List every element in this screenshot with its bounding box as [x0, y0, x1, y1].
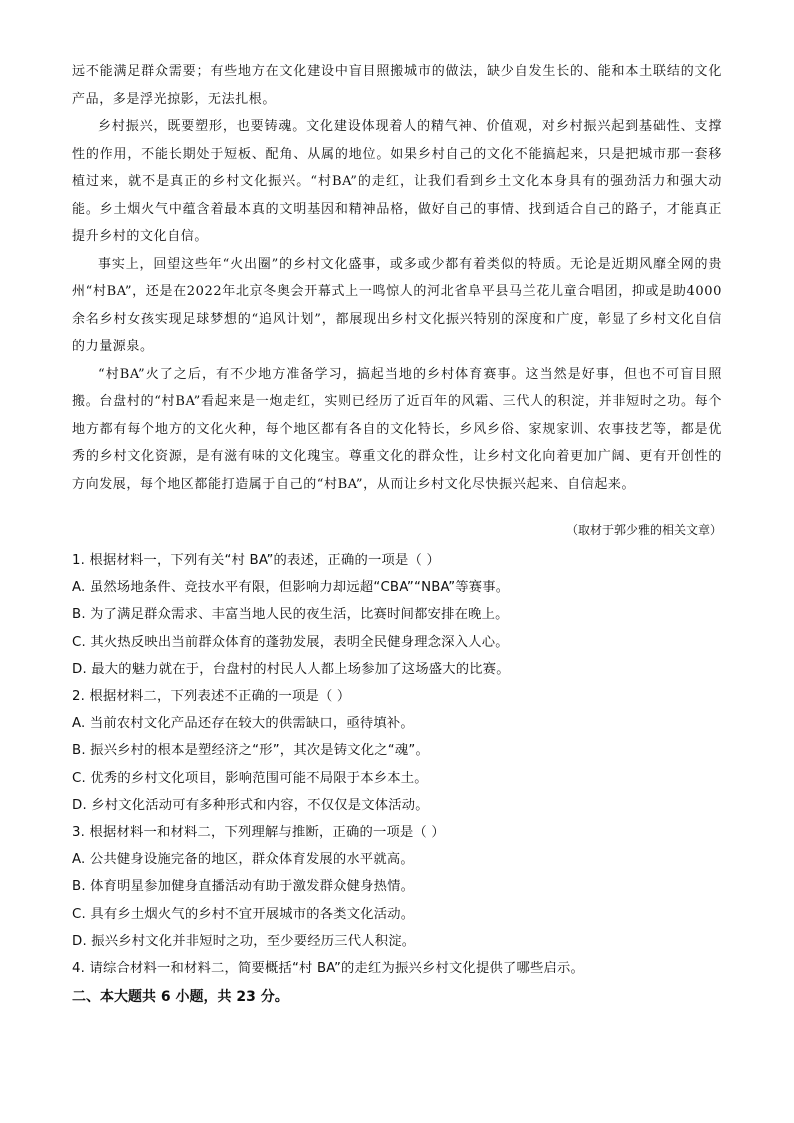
passage-paragraph-4: “村BA”火了之后，有不少地方准备学习，搞起当地的乡村体育赛事。这当然是好事，但也不可盲目照搬。台盘村的“村BA”看起来是一炮走红，实则已经历了近百年的风霜、三代人的积淀，并非短时之功。每个地方都有每个地方的文化火种，每个地区都有各自的文化特长，乡风乡俗、家规家训、农事技艺等，都是优秀的乡村文化资源，是有滋有味的文化瑰宝。尊重文化的群众性，让乡村文化向着更加广阔、更有开创性的方向发展，每个地区都能打造属于自己的“村BA”，从而让乡村文化尽快振兴起来、自信起来。: [72, 366, 722, 492]
question-1-option-c: C. 其火热反映出当前群众体育的蓬勃发展，表明全民健身理念深入人心。: [72, 634, 509, 650]
passage-paragraph-1: 远不能满足群众需要；有些地方在文化建设中盲目照搬城市的做法，缺少自发生长的、能和本土联结的文化产品，多是浮光掠影，无法扎根。: [72, 64, 722, 107]
question-2-option-c: C. 优秀的乡村文化项目，影响范围可能不局限于本乡本土。: [72, 770, 428, 786]
question-3-option-b: B. 体育明星参加健身直播活动有助于激发群众健身热情。: [72, 879, 415, 895]
question-2-option-b: B. 振兴乡村的根本是塑经济之“形”，其次是铸文化之“魂”。: [72, 743, 429, 759]
question-4-stem: 4. 请综合材料一和材料二，简要概括“村 BA”的走红为振兴乡村文化提供了哪些启示。: [72, 961, 584, 977]
question-2-stem: 2. 根据材料二，下列表述不正确的一项是（ ）: [72, 689, 351, 705]
question-3-stem: 3. 根据材料一和材料二，下列理解与推断，正确的一项是（ ）: [72, 825, 445, 841]
question-1-stem: 1. 根据材料一，下列有关“村 BA”的表述，正确的一项是（ ）: [72, 553, 440, 568]
reading-passage: [72, 58, 722, 498]
question-3-option-d: D. 振兴乡村文化并非短时之功，至少要经历三代人积淀。: [72, 933, 416, 949]
question-3-option-c: C. 具有乡土烟火气的乡村不宜开展城市的各类文化活动。: [72, 906, 415, 922]
question-1-option-d: D. 最大的魅力就在于，台盘村的村民人人都上场参加了这场盛大的比赛。: [72, 661, 510, 677]
question-3-option-a: A. 公共健身设施完备的地区，群众体育发展的水平就高。: [72, 852, 414, 868]
passage-paragraph-3: 事实上，回望这些年“火出圈”的乡村文化盛事，或多或少都有着类似的特质。无论是近期风靡全网的贵州“村BA”，还是在2022年北京冬奥会开幕式上一鸣惊人的河北省阜平县马兰花儿童合唱团，抑或是助4000余名乡村女孩实现足球梦想的“追风计划”，都展现出乡村文化振兴特别的深度和广度，彰显了乡村文化自信的力量源泉。: [72, 256, 722, 354]
question-2-option-d: D. 乡村文化活动可有多种形式和内容，不仅仅是文体活动。: [72, 797, 429, 813]
question-1-option-b: B. 为了满足群众需求、丰富当地人民的夜生活，比赛时间都安排在晚上。: [72, 607, 509, 623]
question-2-option-a: A. 当前农村文化产品还存在较大的供需缺口，亟待填补。: [72, 716, 414, 732]
passage-paragraph-2: 乡村振兴，既要塑形，也要铸魂。文化建设体现着人的精气神、价值观，对乡村振兴起到基础性、支撑性的作用，不能长期处于短板、配角、从属的地位。如果乡村自己的文化不能搞起来，只是把城市那一套移植过来，就不是真正的乡村文化振兴。“村BA”的走红，让我们看到乡土文化本身具有的强劲活力和强大动能。乡土烟火气中蕴含着最本真的文明基因和精神品格，做好自己的事情、找到适合自己的路子，才能真正提升乡村的文化自信。: [72, 119, 722, 244]
question-list: [72, 547, 732, 982]
passage-source: （取材于郭少雅的相关文章）: [565, 523, 722, 537]
section-heading: 二、本大题共 6 小题，共 23 分。: [72, 989, 289, 1005]
question-1-option-a: A. 虽然场地条件、竞技水平有限，但影响力却远超“CBA”“NBA”等赛事。: [72, 580, 510, 596]
